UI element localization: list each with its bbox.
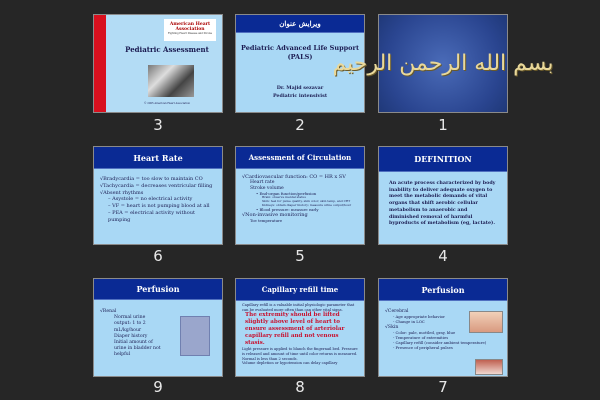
slide-number: 6 (153, 247, 163, 265)
bullet: - Change in LOC (393, 318, 425, 324)
hand-photo (475, 359, 503, 375)
bullet: Brain: observe mental status (262, 195, 306, 200)
slide-title: Pediatric Assessment (125, 45, 209, 54)
slide-thumbnail-5[interactable] (235, 146, 365, 245)
bullet: Skin: feel for pulse quality, skin color, skin temp, and CRT (262, 199, 351, 204)
slide-thumbnail-8[interactable] (235, 278, 365, 377)
slide-footer: © 2005 American Heart Association (143, 102, 191, 105)
bullet: Initial amount of urine in bladder not helpful (114, 339, 161, 358)
bullet: √Cerebral (385, 309, 409, 314)
red-bar (94, 15, 106, 112)
slide-header: ویرایش عنوان (236, 15, 364, 33)
slide-title: Pediatric Advanced Life Support (PALS) (241, 44, 359, 61)
bullet: – Asystole = no electrical activity (108, 196, 193, 203)
bismillah-calligraphy: بسم الله الرحمن الرحيم (332, 51, 554, 76)
slide-number: 1 (438, 116, 448, 134)
aha-logo: American Heart Association Fighting Heart Disease and Stroke (164, 19, 216, 41)
bullet: - Presence of peripheral pulses (393, 344, 453, 350)
paragraph: Capillary refill is a valuable initial physiologic parameter that can be evaluated more often than can other vital signs. (242, 303, 355, 312)
paragraph: Light pressure is applied to blanch the fingernail bed. Pressure is released and amount of time until color returns is measured. Normal is less than 2 seconds. (242, 347, 358, 361)
bullet: - Temperature of extremities (393, 334, 449, 340)
slide-title: Heart Rate (94, 147, 222, 169)
bullet: Normal urine output: 1 to 2 mL/kg/hour (114, 315, 146, 333)
slide-number: 3 (153, 116, 163, 134)
slide-thumbnail-4[interactable] (378, 146, 508, 245)
slide-title: Capillary refill time (236, 279, 364, 301)
slide-title: Perfusion (94, 279, 222, 300)
slide-number: 4 (438, 247, 448, 265)
bullet: - Capillary refill (consider ambient temperature) (393, 339, 487, 345)
bullet: √Cardiovascular function: CO = HR x SV (242, 174, 346, 180)
slide-thumbnail-7[interactable] (378, 278, 508, 377)
bullet: - Color: pale, mottled, gray, blue (393, 329, 456, 335)
paragraph: Volume depletion or hypotension can delay capillary (242, 361, 338, 366)
bullet: – VF = heart is not pumping blood at all (108, 203, 210, 209)
slide-number: 8 (295, 378, 305, 396)
slide-title: DEFINITION (379, 147, 507, 172)
kidney-diagram (180, 316, 210, 356)
highlight-text: The extremity should be lifted slightly above level of heart to ensure assessment of arteriolar capillary refill and not venous stasis. (245, 312, 345, 347)
photo (148, 65, 194, 97)
bullet: • End-organ function/perfusion (256, 190, 317, 196)
bullet: - Age appropriate behavior (393, 313, 445, 319)
slide-title: Perfusion (379, 279, 507, 301)
bullet: Diaper history (114, 333, 148, 339)
slide-number: 2 (295, 116, 305, 134)
bullet: • Blood pressure: measure early (256, 206, 319, 212)
slide-number: 5 (295, 247, 305, 265)
bullet: √Tachycardia = decreases ventricular filling (100, 182, 213, 189)
definition-text: An acute process characterized by body inability to deliver adequate oxygen to meet the metabolic demands of vital organs that shift aerobic cellular metabolism to anaerobic and diminished removal of harmful byproducts of metabolism (eg, lactate). (389, 180, 496, 227)
bullet: √Bradycardia = too slow to maintain CO (100, 176, 203, 182)
bullet: Stroke volume (250, 185, 284, 191)
bullet: – PEA = electrical activity without pumping (108, 209, 195, 223)
slide-number: 9 (153, 378, 163, 396)
bullet: Heart rate (250, 180, 275, 186)
slide-title: Assessment of Circulation (236, 147, 364, 169)
bullet: √Non-invasive monitoring (242, 212, 308, 219)
slide-thumbnail-6[interactable] (93, 146, 223, 245)
slide-number: 7 (438, 378, 448, 396)
bullet: Toe temperature (250, 217, 283, 223)
bullet: Kidneys: obtain diaper history; measure urine output/hour (262, 202, 352, 207)
bullet: √Skin (385, 324, 399, 330)
crying-baby-photo (469, 311, 503, 333)
bullet: √Renal (100, 309, 117, 314)
bullet: √Absent rhythms (100, 189, 144, 196)
slide-thumbnail-1[interactable] (332, 14, 554, 113)
slide-thumbnail-3[interactable] (93, 14, 223, 113)
slide-thumbnail-9[interactable] (93, 278, 223, 377)
slide-author: Dr. Majid sezavar Pediatric intensivist (272, 85, 328, 99)
